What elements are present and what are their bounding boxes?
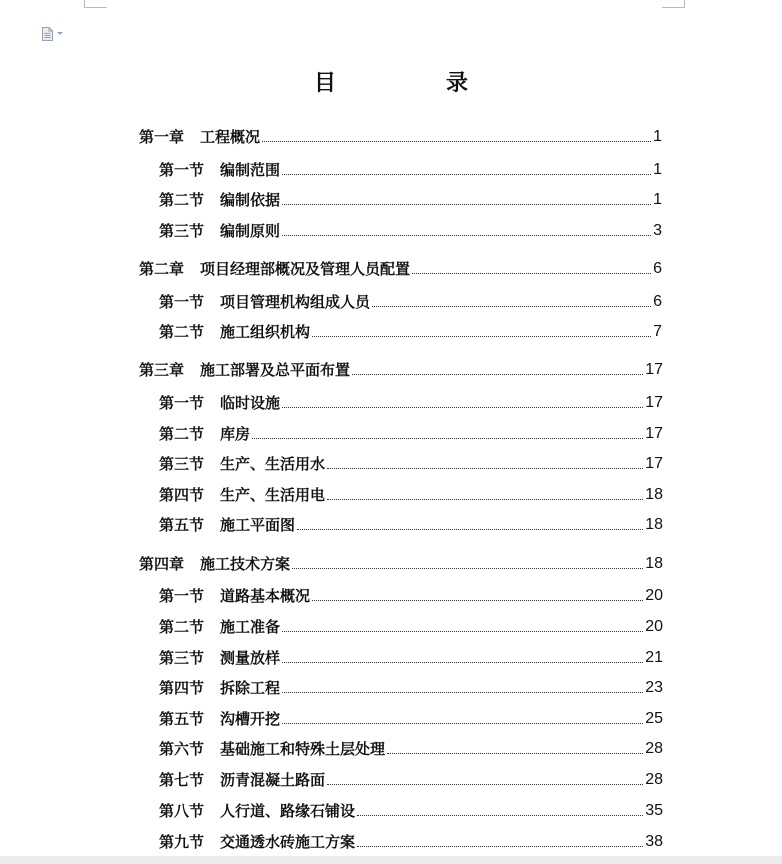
toc-dot-leader (252, 438, 643, 439)
toc-entry-label (159, 221, 280, 241)
toc-entry-label (159, 485, 325, 505)
toc-entry-title: 生产、生活用电 (220, 486, 326, 504)
toc-dot-leader (282, 723, 643, 724)
toc-entry-number: 第一章 (139, 128, 185, 146)
toc-page-number: 17 (645, 425, 663, 442)
toc-entry-number: 第六节 (159, 740, 205, 758)
toc-page-number: 18 (645, 486, 663, 503)
toc-entry-label (159, 709, 280, 729)
toc-section-entry[interactable] (159, 513, 663, 535)
toc-entry-title: 库房 (220, 425, 251, 443)
toc-dot-leader (412, 273, 651, 274)
toc-entry-label (159, 515, 295, 535)
toc-section-entry[interactable] (159, 422, 663, 444)
toc-entry-title: 基础施工和特殊土层处理 (220, 740, 386, 758)
toc-entry-label (159, 292, 370, 312)
toc-dot-leader (282, 631, 643, 632)
toc-entry-label (139, 127, 260, 147)
toc-page-number: 18 (645, 555, 663, 572)
page-title: 目 录 (313, 70, 512, 96)
toc-entry-title: 编制原则 (220, 222, 281, 240)
toc-entry-label (139, 554, 290, 574)
toc-entry-title: 施工准备 (220, 618, 281, 636)
toc-section-entry[interactable] (159, 219, 662, 241)
toc-dot-leader (327, 499, 643, 500)
toc-page-number: 25 (645, 710, 663, 727)
toc-entry-label (159, 454, 325, 474)
toc-dot-leader (282, 174, 651, 175)
toc-entry-label (159, 678, 280, 698)
toc-dot-leader (327, 468, 643, 469)
toc-entry-label (139, 259, 410, 279)
toc-page-number: 21 (645, 649, 663, 666)
toc-entry-title: 道路基本概况 (220, 587, 311, 605)
toc-entry-number: 第一节 (159, 293, 205, 311)
toc-entry-number: 第三节 (159, 649, 205, 667)
toc-dot-leader (327, 784, 643, 785)
toc-page-number: 28 (645, 771, 663, 788)
toc-dot-leader (352, 374, 643, 375)
toc-section-entry[interactable] (159, 646, 663, 668)
toc-entry-label (159, 190, 280, 210)
toc-chapter-entry[interactable] (139, 125, 662, 147)
toc-entry-title: 拆除工程 (220, 679, 281, 697)
toc-dot-leader (282, 204, 651, 205)
toc-entry-title: 编制依据 (220, 191, 281, 209)
toc-section-entry[interactable] (159, 391, 663, 413)
toc-dot-leader (312, 600, 643, 601)
toc-section-entry[interactable] (159, 768, 663, 790)
toc-entry-number: 第八节 (159, 802, 205, 820)
toc-section-entry[interactable] (159, 158, 662, 180)
toc-dot-leader (282, 407, 643, 408)
toc-page-number: 7 (653, 323, 662, 340)
toc-dot-leader (292, 568, 643, 569)
toc-page-number: 1 (653, 161, 662, 178)
toc-section-entry[interactable] (159, 452, 663, 474)
toc-section-entry[interactable] (159, 483, 663, 505)
toc-entry-number: 第五节 (159, 710, 205, 728)
toc-entry-number: 第三章 (139, 361, 185, 379)
toc-entry-number: 第一节 (159, 394, 205, 412)
toc-entry-label (139, 360, 350, 380)
toc-page-number: 28 (645, 740, 663, 757)
toc-dot-leader (387, 753, 643, 754)
toc-dot-leader (282, 662, 643, 663)
toc-entry-number: 第二节 (159, 618, 205, 636)
toc-entry-title: 工程概况 (200, 128, 261, 146)
toc-dot-leader (312, 336, 651, 337)
toc-entry-title: 交通透水砖施工方案 (220, 833, 356, 851)
toc-entry-label (159, 617, 280, 637)
toc-dot-leader (297, 529, 643, 530)
toc-entry-title: 施工平面图 (220, 516, 296, 534)
toc-dot-leader (262, 141, 651, 142)
toc-page-number: 1 (653, 191, 662, 208)
toc-entry-number: 第七节 (159, 771, 205, 789)
toc-entry-number: 第三节 (159, 222, 205, 240)
toc-section-entry[interactable] (159, 615, 663, 637)
toc-entry-number: 第四章 (139, 555, 185, 573)
toc-entry-number: 第二节 (159, 425, 205, 443)
toc-chapter-entry[interactable] (139, 552, 663, 574)
toc-entry-number: 第一节 (159, 587, 205, 605)
toc-entry-label (159, 424, 250, 444)
toc-entry-title: 项目经理部概况及管理人员配置 (200, 260, 411, 278)
toc-page-number: 20 (645, 587, 663, 604)
toc-entry-title: 项目管理机构组成人员 (220, 293, 371, 311)
toc-page-number: 17 (645, 455, 663, 472)
toc-entry-label (159, 770, 325, 790)
toc-entry-label (159, 322, 310, 342)
toc-entry-title: 施工技术方案 (200, 555, 291, 573)
toc-entry-number: 第二节 (159, 323, 205, 341)
toc-entry-title: 测量放样 (220, 649, 281, 667)
toc-section-entry[interactable] (159, 584, 663, 606)
toc-page-number: 1 (653, 128, 662, 145)
toc-entry-title: 生产、生活用水 (220, 455, 326, 473)
toc-dot-leader (282, 692, 643, 693)
toc-section-entry[interactable] (159, 320, 662, 342)
toc-section-entry[interactable] (159, 830, 663, 852)
toc-entry-label (159, 832, 355, 852)
toc-entry-title: 人行道、路缘石铺设 (220, 802, 356, 820)
toc-section-entry[interactable] (159, 290, 662, 312)
toc-page-number: 3 (653, 222, 662, 239)
toc-entry-number: 第一节 (159, 161, 205, 179)
toc-entry-number: 第三节 (159, 455, 205, 473)
toc-entry-number: 第二节 (159, 191, 205, 209)
toc-chapter-entry[interactable] (139, 358, 663, 380)
toc-section-entry[interactable] (159, 676, 663, 698)
toc-page-number: 6 (653, 260, 662, 277)
toc-entry-title: 施工部署及总平面布置 (200, 361, 351, 379)
toc-page-number: 6 (653, 293, 662, 310)
toc-entry-title: 沥青混凝土路面 (220, 771, 326, 789)
toc-dot-leader (372, 306, 651, 307)
page-bottom-edge (0, 856, 782, 864)
toc-page-number: 20 (645, 618, 663, 635)
toc-dot-leader (282, 235, 651, 236)
toc-dot-leader (357, 846, 643, 847)
toc-page-number: 38 (645, 833, 663, 850)
toc-section-entry[interactable] (159, 799, 663, 821)
toc-page-number: 17 (645, 394, 663, 411)
toc-entry-label (159, 648, 280, 668)
toc-page-number: 35 (645, 802, 663, 819)
toc-entry-title: 施工组织机构 (220, 323, 311, 341)
toc-page-number: 17 (645, 361, 663, 378)
toc-section-entry[interactable] (159, 188, 662, 210)
toc-entry-title: 临时设施 (220, 394, 281, 412)
toc-entry-title: 编制范围 (220, 161, 281, 179)
toc-page-number: 18 (645, 516, 663, 533)
toc-section-entry[interactable] (159, 707, 663, 729)
toc-page-number: 23 (645, 679, 663, 696)
toc-entry-number: 第四节 (159, 486, 205, 504)
toc-entry-label (159, 801, 355, 821)
toc-entry-label (159, 739, 385, 759)
toc-entry-number: 第九节 (159, 833, 205, 851)
toc-dot-leader (357, 815, 643, 816)
toc-entry-title: 沟槽开挖 (220, 710, 281, 728)
toc-entry-number: 第五节 (159, 516, 205, 534)
toc-entry-number: 第二章 (139, 260, 185, 278)
toc-entry-label (159, 393, 280, 413)
toc-chapter-entry[interactable] (139, 257, 662, 279)
toc-section-entry[interactable] (159, 737, 663, 759)
toc-entry-number: 第四节 (159, 679, 205, 697)
toc-entry-label (159, 586, 310, 606)
toc-entry-label (159, 160, 280, 180)
